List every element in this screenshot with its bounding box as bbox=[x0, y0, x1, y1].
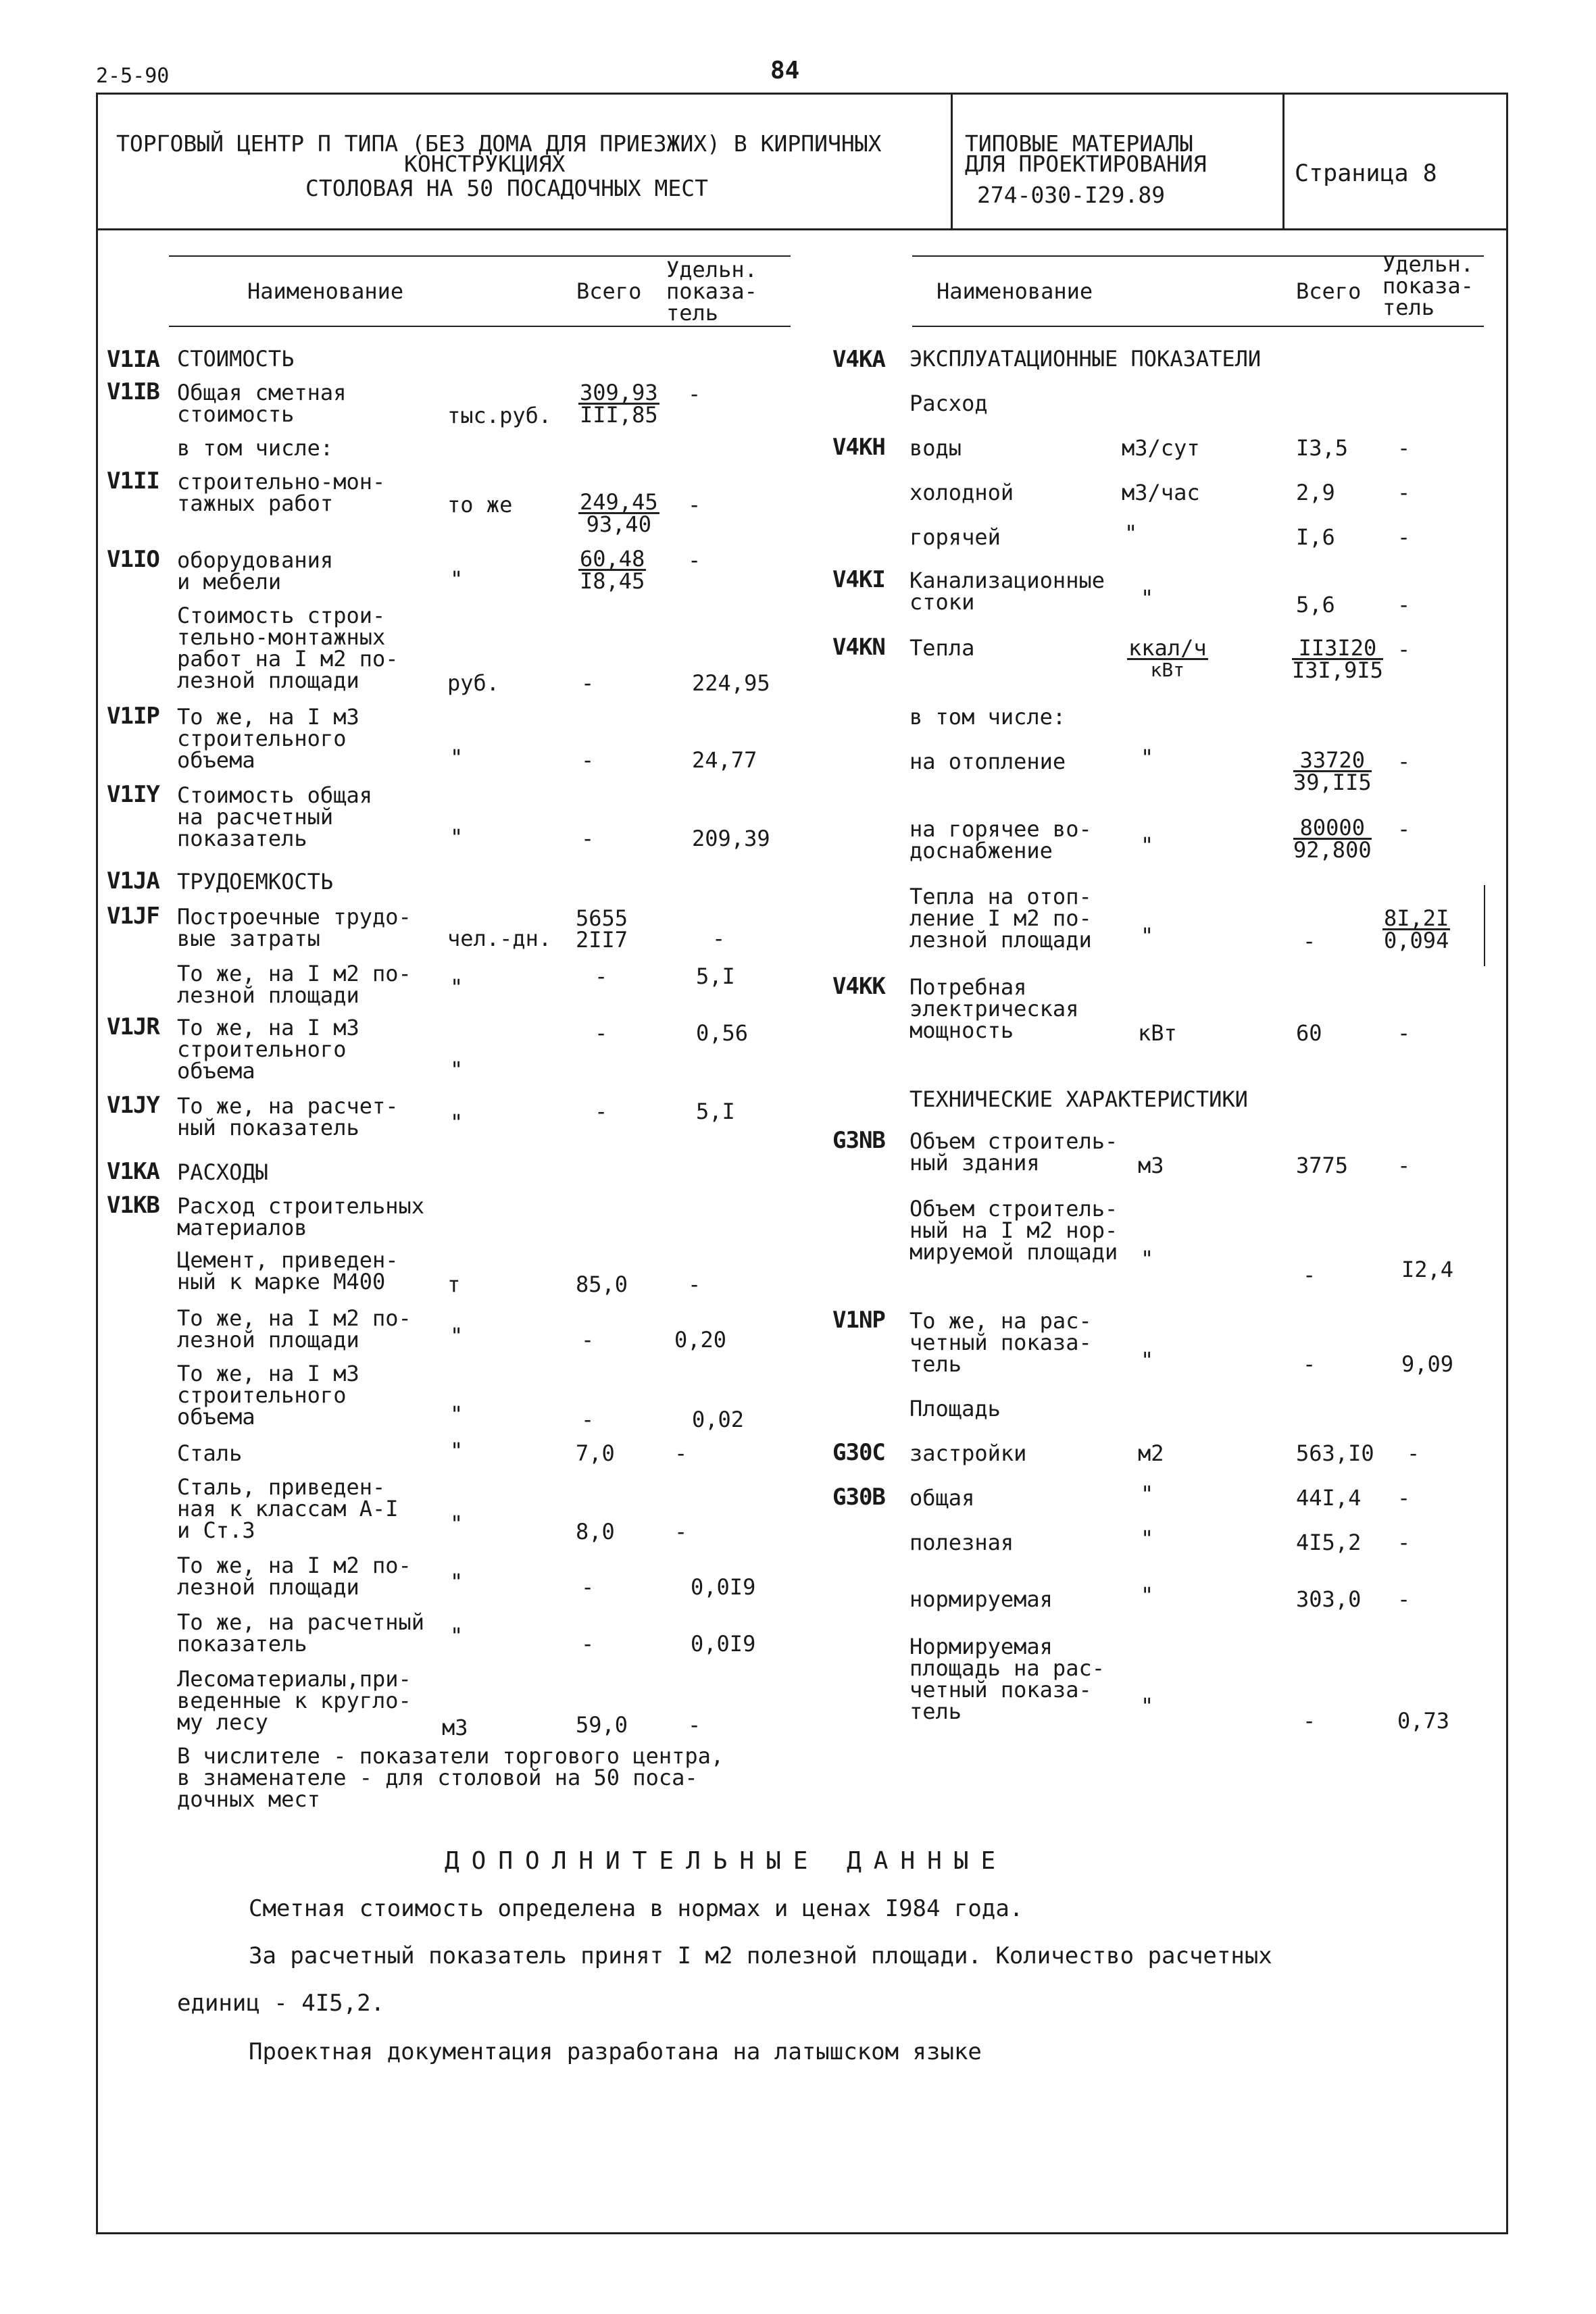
smr-m2-unit: руб. bbox=[447, 670, 500, 696]
smr-m2-spec: 224,95 bbox=[692, 670, 770, 696]
additional-heading: ДОПОЛНИТЕЛЬНЫЕ ДАННЫЕ bbox=[445, 1847, 1008, 1875]
tepla-spec: - bbox=[1397, 636, 1411, 662]
norm-rasch-name-2: площадь на рас- bbox=[909, 1655, 1105, 1681]
stal-name: Сталь bbox=[177, 1440, 243, 1466]
code-v4ki: V4KI bbox=[832, 566, 885, 593]
right-col-spec-1: Удельн. bbox=[1382, 251, 1474, 277]
trud-rasch-name-1: То же, на расчет- bbox=[177, 1093, 399, 1119]
stal-rasch-total: - bbox=[581, 1631, 595, 1657]
gor-unit: " bbox=[1124, 520, 1138, 546]
section-ekspl: ЭКСПЛУАТАЦИОННЫЕ ПОКАЗАТЕЛИ bbox=[909, 346, 1262, 372]
oborud-total bbox=[578, 546, 646, 594]
right-v-tom-chisle: в том числе: bbox=[909, 704, 1066, 730]
code-v1ip: V1IP bbox=[107, 703, 159, 730]
code-v4kn: V4KN bbox=[832, 634, 885, 661]
trud-m2-name-2: лезной площади bbox=[177, 982, 359, 1008]
series-line2: ДЛЯ ПРОЕКТИРОВАНИЯ bbox=[965, 151, 1207, 177]
trud-rasch-unit: " bbox=[450, 1109, 464, 1135]
smr-m3-name-3: объема bbox=[177, 747, 255, 773]
tepla-unit bbox=[1127, 635, 1208, 681]
smr-m3-unit: " bbox=[450, 745, 464, 770]
code-v4kh: V4KH bbox=[832, 434, 885, 461]
hol-unit: м3/час bbox=[1122, 480, 1200, 505]
elektr-name-3: мощность bbox=[909, 1017, 1014, 1043]
elektr-name-1: Потребная bbox=[909, 974, 1027, 1000]
obsh-unit: " bbox=[1141, 1481, 1154, 1507]
trud-m3-name-1: То же, на I м3 bbox=[177, 1015, 359, 1040]
page-number: 84 bbox=[770, 57, 800, 84]
obem-total: 3775 bbox=[1296, 1153, 1349, 1178]
code-v1np: V1NP bbox=[832, 1307, 885, 1334]
cement-m3-name-2: строительного bbox=[177, 1382, 347, 1408]
obsh-rasch-spec: 209,39 bbox=[692, 826, 770, 851]
postr-den: 2II7 bbox=[576, 927, 628, 953]
obem-name-1: Объем строитель- bbox=[909, 1128, 1118, 1154]
obem-m2-total: - bbox=[1303, 1262, 1316, 1288]
obem-m2-spec: I2,4 bbox=[1401, 1257, 1454, 1282]
norm-unit: " bbox=[1141, 1582, 1154, 1608]
postr-spec: - bbox=[712, 926, 726, 951]
additional-p1: Сметная стоимость определена в нормах и ценах I984 года. bbox=[249, 1895, 1024, 1922]
gvs-total bbox=[1293, 815, 1372, 863]
code-v1io: V1IO bbox=[107, 546, 159, 573]
tepla-unit-num: ккал/ч bbox=[1128, 635, 1207, 661]
norm-rasch-unit: " bbox=[1141, 1693, 1154, 1719]
obem-rasch-total: - bbox=[1303, 1351, 1316, 1377]
hol-spec: - bbox=[1397, 480, 1411, 505]
tepla-m2-spec bbox=[1382, 905, 1450, 953]
page-label: Страница 8 bbox=[1295, 160, 1437, 187]
cement-m2-name-1: То же, на I м2 по- bbox=[177, 1305, 412, 1331]
obsh-rasch-name-3: показатель bbox=[177, 826, 307, 851]
kanal-name-1: Канализационные bbox=[909, 568, 1105, 593]
section-tech: ТЕХНИЧЕСКИЕ ХАРАКТЕРИСТИКИ bbox=[909, 1086, 1248, 1112]
trud-m2-name-1: То же, на I м2 по- bbox=[177, 961, 412, 986]
vody-unit: м3/сут bbox=[1122, 435, 1200, 461]
stal-priv-name-3: и Ст.3 bbox=[177, 1517, 255, 1543]
elektr-unit: кВт bbox=[1138, 1020, 1177, 1046]
vody-spec: - bbox=[1397, 435, 1411, 461]
note-line-1: В числителе - показатели торгового центра, bbox=[177, 1743, 724, 1769]
code-v1ii: V1II bbox=[107, 468, 159, 495]
polez-unit: " bbox=[1141, 1526, 1154, 1551]
smr-m2-name-2: тельно-монтажных bbox=[177, 624, 386, 650]
left-col-spec-3: тель bbox=[666, 300, 719, 326]
tepla-m2-num: 8I,2I bbox=[1384, 905, 1449, 931]
trud-rasch-name-2: ный показатель bbox=[177, 1115, 359, 1140]
trud-m3-spec: 0,56 bbox=[696, 1020, 749, 1046]
norm-rasch-name-4: тель bbox=[909, 1699, 962, 1724]
left-col-total: Всего bbox=[576, 278, 642, 304]
postr-name-2: вые затраты bbox=[177, 926, 320, 951]
smr-spec: - bbox=[688, 492, 701, 518]
note-line-3: дочных мест bbox=[177, 1786, 320, 1812]
frame-right-border bbox=[1506, 93, 1508, 2234]
stal-spec: - bbox=[674, 1440, 688, 1466]
kanal-name-2: стоки bbox=[909, 589, 975, 615]
obsh-name: общая bbox=[909, 1485, 975, 1511]
obem-spec: - bbox=[1397, 1153, 1411, 1178]
smr-m3-name-2: строительного bbox=[177, 726, 347, 751]
kanal-spec: - bbox=[1397, 592, 1411, 618]
cement-m3-spec: 0,02 bbox=[692, 1407, 745, 1432]
code-v4ka: V4KA bbox=[832, 346, 885, 373]
smr-den: 93,40 bbox=[586, 511, 651, 537]
code-v1ka: V1KA bbox=[107, 1158, 159, 1185]
obem-rasch-spec: 9,09 bbox=[1401, 1351, 1454, 1377]
obem-rasch-name-1: То же, на рас- bbox=[909, 1308, 1092, 1334]
header-title-line1: ТОРГОВЫЙ ЦЕНТР П ТИПА (БЕЗ ДОМА ДЛЯ ПРИЕЗЖИХ) В КИРПИЧНЫХ bbox=[116, 130, 882, 157]
cement-unit: т bbox=[447, 1272, 461, 1297]
smr-m3-name-1: То же, на I м3 bbox=[177, 704, 359, 730]
obem-rasch-name-2: четный показа- bbox=[909, 1330, 1092, 1355]
stal-rasch-spec: 0,0I9 bbox=[691, 1631, 756, 1657]
kanal-total: 5,6 bbox=[1296, 592, 1335, 618]
left-header-bottom-rule bbox=[169, 326, 791, 327]
oborud-name-2: и мебели bbox=[177, 569, 282, 595]
norm-rasch-total: - bbox=[1303, 1708, 1316, 1734]
obem-m2-name-2: ный на I м2 нор- bbox=[909, 1217, 1118, 1243]
obsh-rasch-name-1: Стоимость общая bbox=[177, 782, 372, 808]
header-divider-1 bbox=[951, 93, 953, 230]
norm-rasch-name-3: четный показа- bbox=[909, 1677, 1092, 1703]
obsh-rasch-unit: " bbox=[450, 824, 464, 850]
zastr-name: застройки bbox=[909, 1440, 1027, 1466]
stal-priv-name-1: Сталь, приведен- bbox=[177, 1474, 386, 1500]
obsh-spec: - bbox=[1397, 1485, 1411, 1511]
obem-name-2: ный здания bbox=[909, 1150, 1040, 1176]
trud-m3-name-3: объема bbox=[177, 1058, 255, 1084]
stal-m2-total: - bbox=[581, 1574, 595, 1600]
frame-left-border bbox=[96, 93, 98, 2234]
code-v4kk: V4KK bbox=[832, 973, 885, 1000]
smr-m3-spec: 24,77 bbox=[692, 747, 757, 773]
trud-m3-unit: " bbox=[450, 1057, 464, 1082]
cement-m3-name-1: То же, на I м3 bbox=[177, 1361, 359, 1386]
zastr-unit: м2 bbox=[1138, 1440, 1164, 1466]
right-col-total: Всего bbox=[1296, 278, 1362, 304]
right-header-bottom-rule bbox=[912, 326, 1484, 327]
otopl-spec: - bbox=[1397, 749, 1411, 774]
code-g30c: G30C bbox=[832, 1439, 885, 1466]
section-trudoemkost: ТРУДОЕМКОСТЬ bbox=[177, 869, 334, 895]
tepla-m2-name-3: лезной площади bbox=[909, 927, 1092, 953]
cement-m2-total: - bbox=[581, 1327, 595, 1353]
hol-total: 2,9 bbox=[1296, 480, 1335, 505]
section-stoimost: СТОИМОСТЬ bbox=[177, 346, 295, 372]
code-v1ja: V1JA bbox=[107, 867, 159, 895]
obschaya-name-2: стоимость bbox=[177, 401, 295, 427]
code-g3nb: G3NB bbox=[832, 1127, 885, 1154]
hol-name: холодной bbox=[909, 480, 1014, 505]
code-v1kb: V1KB bbox=[107, 1192, 159, 1219]
stal-rasch-name-2: показатель bbox=[177, 1631, 307, 1657]
zastr-total: 563,I0 bbox=[1296, 1440, 1374, 1466]
les-name-1: Лесоматериалы,при- bbox=[177, 1666, 412, 1692]
header-title-line2: КОНСТРУКЦИЯХ bbox=[404, 151, 566, 177]
smr-m2-name-3: работ на I м2 по- bbox=[177, 646, 399, 672]
otopl-total bbox=[1293, 747, 1372, 795]
cement-total: 85,0 bbox=[576, 1272, 628, 1297]
stal-m2-spec: 0,0I9 bbox=[691, 1574, 756, 1600]
norm-rasch-spec: 0,73 bbox=[1397, 1708, 1450, 1734]
otopl-unit: " bbox=[1141, 745, 1154, 770]
header-divider-2 bbox=[1282, 93, 1285, 230]
zastr-spec: - bbox=[1407, 1440, 1420, 1466]
smr-num: 249,45 bbox=[580, 489, 658, 515]
stal-priv-total: 8,0 bbox=[576, 1519, 615, 1544]
trud-m3-total: - bbox=[595, 1020, 608, 1046]
additional-p3: единиц - 4I5,2. bbox=[177, 1990, 385, 2017]
cement-m2-name-2: лезной площади bbox=[177, 1327, 359, 1353]
left-col-name: Наименование bbox=[247, 278, 404, 304]
obschaya-total bbox=[578, 380, 659, 428]
left-col-spec-1: Удельн. bbox=[666, 257, 757, 282]
smr-name-1: строительно-мон- bbox=[177, 469, 386, 495]
norm-total: 303,0 bbox=[1296, 1586, 1362, 1612]
rash-mat-name-2: материалов bbox=[177, 1215, 307, 1240]
elektr-spec: - bbox=[1397, 1020, 1411, 1046]
smr-name-2: тажных работ bbox=[177, 491, 334, 516]
smr-total bbox=[578, 489, 659, 537]
postr-unit: чел.-дн. bbox=[447, 926, 552, 951]
tepla-m2-total: - bbox=[1303, 928, 1316, 954]
postr-num: 5655 bbox=[576, 905, 628, 931]
otopl-name: на отопление bbox=[909, 749, 1066, 774]
stal-m2-name-2: лезной площади bbox=[177, 1574, 359, 1600]
polez-spec: - bbox=[1397, 1530, 1411, 1555]
obem-m2-name-1: Объем строитель- bbox=[909, 1196, 1118, 1222]
gvs-spec: - bbox=[1397, 816, 1411, 842]
right-col-spec-2: показа- bbox=[1382, 273, 1474, 299]
plosch-label: Площадь bbox=[909, 1396, 1001, 1422]
series-code: 274-030-I29.89 bbox=[977, 182, 1166, 208]
tepla-total bbox=[1292, 635, 1383, 683]
cement-name-2: ный к марке М400 bbox=[177, 1269, 386, 1294]
oborud-unit: " bbox=[450, 566, 464, 592]
trud-m2-total: - bbox=[595, 963, 608, 989]
rash-mat-name-1: Расход строительных bbox=[177, 1193, 425, 1219]
tepla-name: Тепла bbox=[909, 635, 975, 661]
trud-rasch-total: - bbox=[595, 1099, 608, 1124]
obem-rasch-unit: " bbox=[1141, 1347, 1154, 1373]
rashod-label: Расход bbox=[909, 391, 988, 416]
trud-m2-spec: 5,I bbox=[696, 963, 735, 989]
trud-m2-unit: " bbox=[450, 974, 464, 1000]
code-v1ib: V1IB bbox=[107, 378, 159, 405]
elektr-name-2: электрическая bbox=[909, 996, 1079, 1022]
kanal-unit: " bbox=[1141, 585, 1154, 611]
right-col-spec-3: тель bbox=[1382, 295, 1435, 320]
obsh-rasch-name-2: на расчетный bbox=[177, 804, 334, 830]
otopl-den: 39,II5 bbox=[1293, 770, 1372, 795]
stal-total: 7,0 bbox=[576, 1440, 615, 1466]
right-col-name: Наименование bbox=[937, 278, 1093, 304]
gor-total: I,6 bbox=[1296, 524, 1335, 550]
cement-m2-spec: 0,20 bbox=[674, 1327, 727, 1353]
norm-name: нормируемая bbox=[909, 1586, 1053, 1612]
tepla-num: II3I20 bbox=[1292, 638, 1383, 660]
code-g30b: G30B bbox=[832, 1484, 885, 1511]
cement-m2-unit: " bbox=[450, 1323, 464, 1349]
smr-m2-name-1: Стоимость строи- bbox=[177, 603, 386, 628]
cement-name-1: Цемент, приведен- bbox=[177, 1247, 399, 1273]
stal-priv-name-2: ная к классам А-I bbox=[177, 1496, 399, 1521]
les-unit: м3 bbox=[442, 1715, 468, 1740]
tepla-m2-name-1: Тепла на отоп- bbox=[909, 884, 1092, 909]
tepla-m2-den: 0,094 bbox=[1384, 928, 1449, 953]
stal-m2-name-1: То же, на I м2 по- bbox=[177, 1553, 412, 1578]
cement-m3-unit: " bbox=[450, 1401, 464, 1427]
obem-unit: м3 bbox=[1138, 1153, 1164, 1178]
obschaya-unit: тыс.руб. bbox=[447, 403, 552, 428]
cement-m3-name-3: объема bbox=[177, 1404, 255, 1430]
header-top-border bbox=[96, 93, 1508, 95]
polez-name: полезная bbox=[909, 1530, 1014, 1555]
left-col-spec-2: показа- bbox=[666, 278, 757, 304]
stal-m2-unit: " bbox=[450, 1569, 464, 1594]
doc-code: 2-5-90 bbox=[96, 64, 170, 88]
gvs-name-1: на горячее во- bbox=[909, 816, 1092, 842]
obschaya-name-1: Общая сметная bbox=[177, 380, 347, 405]
code-v1jf: V1JF bbox=[107, 903, 159, 930]
section-rashody: РАСХОДЫ bbox=[177, 1159, 268, 1185]
gvs-name-2: доснабжение bbox=[909, 838, 1053, 863]
les-total: 59,0 bbox=[576, 1712, 628, 1738]
elektr-total: 60 bbox=[1296, 1020, 1322, 1046]
stal-unit: " bbox=[450, 1438, 464, 1463]
stal-rasch-name-1: То же, на расчетный bbox=[177, 1609, 425, 1635]
stal-rasch-unit: " bbox=[450, 1623, 464, 1649]
margin-mark bbox=[1484, 885, 1485, 966]
series-line1: ТИПОВЫЕ МАТЕРИАЛЫ bbox=[965, 130, 1193, 157]
les-name-3: му лесу bbox=[177, 1709, 268, 1735]
otopl-num: 33720 bbox=[1293, 750, 1372, 772]
tepla-den: I3I,9I5 bbox=[1292, 657, 1383, 683]
gvs-den: 92,800 bbox=[1293, 837, 1372, 863]
vody-total: I3,5 bbox=[1296, 435, 1349, 461]
smr-unit: то же bbox=[447, 492, 513, 518]
gor-spec: - bbox=[1397, 524, 1411, 550]
smr-m2-name-4: лезной площади bbox=[177, 668, 359, 693]
smr-m3-total: - bbox=[581, 747, 595, 773]
oborud-den: I8,45 bbox=[580, 568, 645, 594]
code-v1ia: V1IA bbox=[107, 346, 159, 373]
cement-m3-total: - bbox=[581, 1407, 595, 1432]
oborud-spec: - bbox=[688, 547, 701, 573]
vody-name: воды bbox=[909, 435, 962, 461]
cement-spec: - bbox=[688, 1272, 701, 1297]
stal-priv-unit: " bbox=[450, 1511, 464, 1536]
code-v1jr: V1JR bbox=[107, 1013, 159, 1040]
note-line-2: в знаменателе - для столовой на 50 поса- bbox=[177, 1765, 698, 1790]
tepla-m2-name-2: ление I м2 по- bbox=[909, 905, 1092, 931]
obem-rasch-name-3: тель bbox=[909, 1351, 962, 1377]
code-v1jy: V1JY bbox=[107, 1092, 159, 1119]
left-v-tom-chisle: в том числе: bbox=[177, 435, 334, 461]
les-name-2: веденные к кругло- bbox=[177, 1688, 412, 1713]
norm-rasch-name-1: Нормируемая bbox=[909, 1634, 1053, 1659]
trud-rasch-spec: 5,I bbox=[696, 1099, 735, 1124]
additional-p4: Проектная документация разработана на латышском языке bbox=[249, 2038, 982, 2065]
oborud-num: 60,48 bbox=[580, 546, 645, 572]
obsh-total: 44I,4 bbox=[1296, 1485, 1362, 1511]
header-bottom-border bbox=[96, 228, 1508, 230]
tepla-m2-unit: " bbox=[1141, 923, 1154, 949]
obem-m2-name-3: мируемой площади bbox=[909, 1239, 1118, 1265]
obem-m2-unit: " bbox=[1141, 1246, 1154, 1272]
postr-name-1: Построечные трудо- bbox=[177, 904, 412, 930]
obschaya-num: 309,93 bbox=[580, 380, 658, 405]
tepla-unit-den: кВт bbox=[1150, 659, 1185, 681]
norm-spec: - bbox=[1397, 1586, 1411, 1612]
stal-priv-spec: - bbox=[674, 1519, 688, 1544]
les-spec: - bbox=[688, 1712, 701, 1738]
gvs-unit: " bbox=[1141, 832, 1154, 858]
oborud-name-1: оборудования bbox=[177, 547, 334, 573]
gor-name: горячей bbox=[909, 524, 1001, 550]
polez-total: 4I5,2 bbox=[1296, 1530, 1362, 1555]
frame-bottom-border bbox=[96, 2232, 1508, 2234]
header-title-line3: СТОЛОВАЯ НА 50 ПОСАДОЧНЫХ МЕСТ bbox=[305, 175, 709, 201]
code-v1iy: V1IY bbox=[107, 781, 159, 808]
obsh-rasch-total: - bbox=[581, 826, 595, 851]
obschaya-den: III,85 bbox=[580, 402, 658, 428]
obschaya-spec: - bbox=[688, 381, 701, 407]
smr-m2-total: - bbox=[581, 670, 595, 696]
gvs-num: 80000 bbox=[1293, 818, 1372, 840]
additional-p2: За расчетный показатель принят I м2 полезной площади. Количество расчетных bbox=[249, 1942, 1272, 1969]
trud-m3-name-2: строительного bbox=[177, 1036, 347, 1062]
